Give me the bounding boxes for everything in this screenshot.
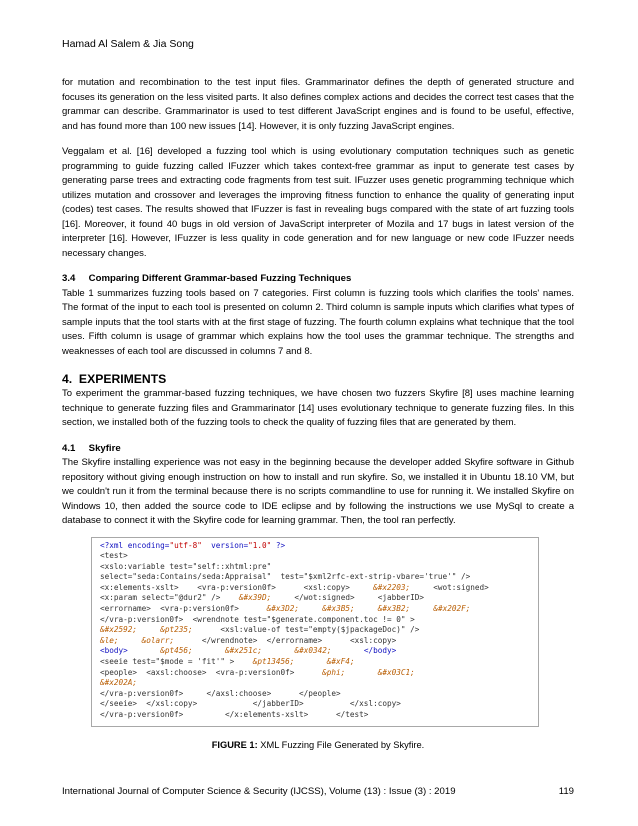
code-line: <people> <axsl:choose> <vra-p:version0f> &phi; &#x03C1; [100, 667, 415, 677]
code-line: <test> [100, 551, 128, 561]
paragraph-skyfire: The Skyfire installing experience was not easy in the beginning because the developer added Skyfire software in Github repository without giving enough instruction on how to install and run skyfire. So, we installed it in Ubuntu 18.10 VM, but we couldn't run it from the terminal because there is no scripts commandline to use for running it. We installed Skyfire on Windows 10, then added the source code to IDE eclipse and by following the instructions we use MySql to create a database to connect it with the Skyfire code for learning grammar. Then, the tool ran perfectly. [62, 457, 574, 526]
body-content [62, 76, 574, 750]
code-line: <seeie test="$mode = 'fit'" > &pt13456; &#xF4; [100, 657, 355, 667]
code-line: <x:param select="@dur2" /> &#x39D; </wot:signed> <jabberID> [100, 593, 424, 603]
code-line: select="seda:Contains/seda:Appraisal" test="$xml2rfc-ext-strip-vbare='true'" /> [100, 572, 471, 582]
xml-code-figure [91, 537, 539, 727]
code-line: </seeie> </xsl:copy> </jabberID> </xsl:copy> [100, 699, 401, 709]
code-line: <errorname> <vra-p:version0f> &#x3D2; &#x3B5; &#x3B2; &#x202F; [100, 604, 471, 614]
figure-caption-text: XML Fuzzing File Generated by Skyfire. [257, 739, 425, 750]
figure-label: FIGURE 1: [211, 739, 258, 750]
paragraph-experiments: To experiment the grammar-based fuzzing techniques, we have chosen two fuzzers Skyfire [8] uses machine learning technique to generate fuzzing files and Grammarinator [14] uses evolutionary technique to generate fuzzing files. In this section, we installed both of the fuzzing tools to check the quality of fuzzing files that are generated by them. [62, 388, 574, 428]
paragraph-grammarinator: for mutation and recombination to the test input files. Grammarinator defines the depth of generated structure and focuses its generation on the less visited parts. It also defines complex actions and decides the correct test cases that the grammar can describe. Grammarinator is used to test different JavaScript engines and is found to be useful, effective, and has found more than 100 new issues [14]. However, it is only fuzzing JavaScript engines. [62, 77, 574, 132]
code-line: <x:elements-xslt> <vra-p:version0f> <xsl:copy> &#x2203; <wot:signed> [100, 582, 489, 592]
section-3-4-heading: 3.4 Comparing Different Grammar-based Fuzzing Techniques [62, 273, 352, 284]
code-line: &#x2592; &pt235; <xsl:value-of test="empty($jpackageDoc)" /> [100, 625, 420, 635]
figure-caption [62, 740, 574, 750]
section-4-1-heading: 4.1 Skyfire [62, 442, 121, 454]
paragraph-table-summary: Table 1 summarizes fuzzing tools based on 7 categories. First column is fuzzing tools which clarifies the tools' names. The format of the input to each tool is presented on column 2. Third column is sample inputs which clarifies what types of sample inputs that the tool starts with at the first stage of fuzzing. The fourth column explains what technique that the tool uses. Fifth column is usage of grammar which explains how the tool uses the grammar technique. The strengths and weaknesses of each tool are discussed in columns 7 and 8. [62, 287, 574, 357]
journal-citation: International Journal of Computer Science & Security (IJCSS), Volume (13) : Issue (3) : 2019 [62, 786, 456, 797]
paragraph-ifuzzer: Veggalam et al. [16] developed a fuzzing tool which is using evolutionary computation techniques such as genetic programming to guide fuzzing called IFuzzer which takes context-free grammar as input to generate test cases by generating parse trees and extracting code fragments from test suit. IFuzzer uses genetic programming technique which utilizes mutation and crossover and leverages the improving fitness function to enhance the quality of generating input (codes) test cases. The results showed that IFuzzer is fast in revealing bugs compared with the state of art fuzzing tools [16]. Moreover, it found 40 bugs in old version of JavaScript interpreter of Mozila and 17 bugs in latest version of the interpreter [16]. However, IFuzzer is less quality in code generation and for new language or new code IFuzzer needs necessary changes. [62, 146, 574, 259]
code-line: <xslo:variable test="self::xhtml:pre" [100, 561, 272, 571]
page-footer [62, 786, 574, 797]
code-line: </vra-p:version0f> </axsl:choose> </people> [100, 688, 341, 698]
running-header-authors: Hamad Al Salem & Jia Song [62, 38, 194, 50]
section-4-heading: 4. EXPERIMENTS [62, 372, 167, 386]
code-line: &le; &olarr; </wrendnote> </errorname> <xsl:copy> [100, 635, 397, 645]
code-line: <body> &pt456; &#x251c; &#x0342; </body> [100, 646, 397, 656]
code-line: <?xml encoding="utf-8" version="1.0" ?> [100, 540, 286, 550]
code-line: </vra-p:version0f> </x:elements-xslt> </test> [100, 710, 369, 719]
code-line: &#x202A; [100, 678, 138, 688]
code-line: </vra-p:version0f> <wrendnote test="$generate.component.toc != 0" > [100, 614, 415, 624]
page-number: 119 [558, 786, 574, 797]
